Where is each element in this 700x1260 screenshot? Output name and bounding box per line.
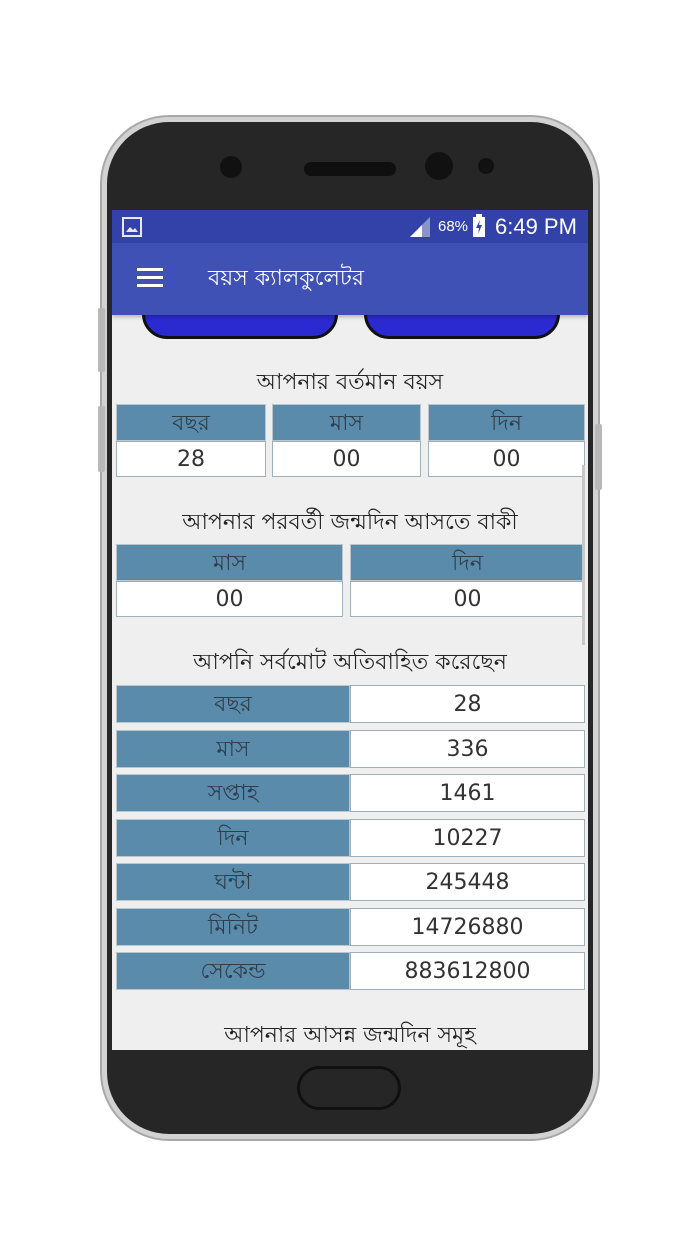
power-button [595,424,602,490]
front-camera [425,152,453,180]
next-birthday-day-value: 00 [350,581,585,617]
app-toolbar [112,243,588,315]
total-row-value: 245448 [350,863,585,901]
front-sensor [220,156,242,178]
right-action-button[interactable] [364,315,560,339]
total-row-label: ঘন্টা [116,863,350,901]
battery-charging-icon [472,214,486,238]
status-bar [112,210,588,243]
signal-icon [409,216,431,238]
total-row-value: 28 [350,685,585,723]
hamburger-menu-icon[interactable] [136,266,164,290]
total-row-value: 10227 [350,819,585,857]
current-age-title: আপনার বর্তমান বয়স [256,370,444,395]
screen [112,210,588,1050]
next-birthday-title: আপনার পরবর্তী জন্মদিন আসতে বাকী [182,510,518,535]
total-row-label: সপ্তাহ [116,774,350,812]
total-row-value: 14726880 [350,908,585,946]
total-row-label: দিন [116,819,350,857]
current-age-month-value: 00 [272,441,421,477]
total-row-label: বছর [116,685,350,723]
total-row-label: সেকেন্ড [116,952,350,990]
upcoming-birthdays-title: আপনার আসন্ন জন্মদিন সমূহ [224,1023,476,1048]
total-row-label: মাস [116,730,350,768]
proximity-sensor [478,158,494,174]
total-row-value: 883612800 [350,952,585,990]
current-age-year-value: 28 [116,441,266,477]
phone-frame [107,122,593,1134]
volume-button [98,308,105,372]
total-row-value: 1461 [350,774,585,812]
current-age-year-label: বছর [116,404,266,441]
current-age-month-label: মাস [272,404,421,441]
current-age-day-value: 00 [428,441,585,477]
image-notification-icon [122,217,142,237]
total-row-label: মিনিট [116,908,350,946]
content-scroll-area[interactable] [112,315,588,1050]
app-title: বয়স ক্যালকুলেটর [208,266,364,291]
next-birthday-day-label: দিন [350,544,585,581]
left-action-button[interactable] [142,315,338,339]
home-button[interactable] [297,1066,401,1110]
volume-button-2 [98,406,105,472]
earpiece-speaker [304,162,396,176]
current-age-day-label: দিন [428,404,585,441]
next-birthday-month-value: 00 [116,581,343,617]
clock: 6:49 PM [495,214,577,239]
total-spent-title: আপনি সর্বমোট অতিবাহিত করেছেন [193,650,507,675]
next-birthday-month-label: মাস [116,544,343,581]
total-row-value: 336 [350,730,585,768]
scrollbar[interactable] [582,465,585,645]
battery-percent: 68% [438,218,469,235]
